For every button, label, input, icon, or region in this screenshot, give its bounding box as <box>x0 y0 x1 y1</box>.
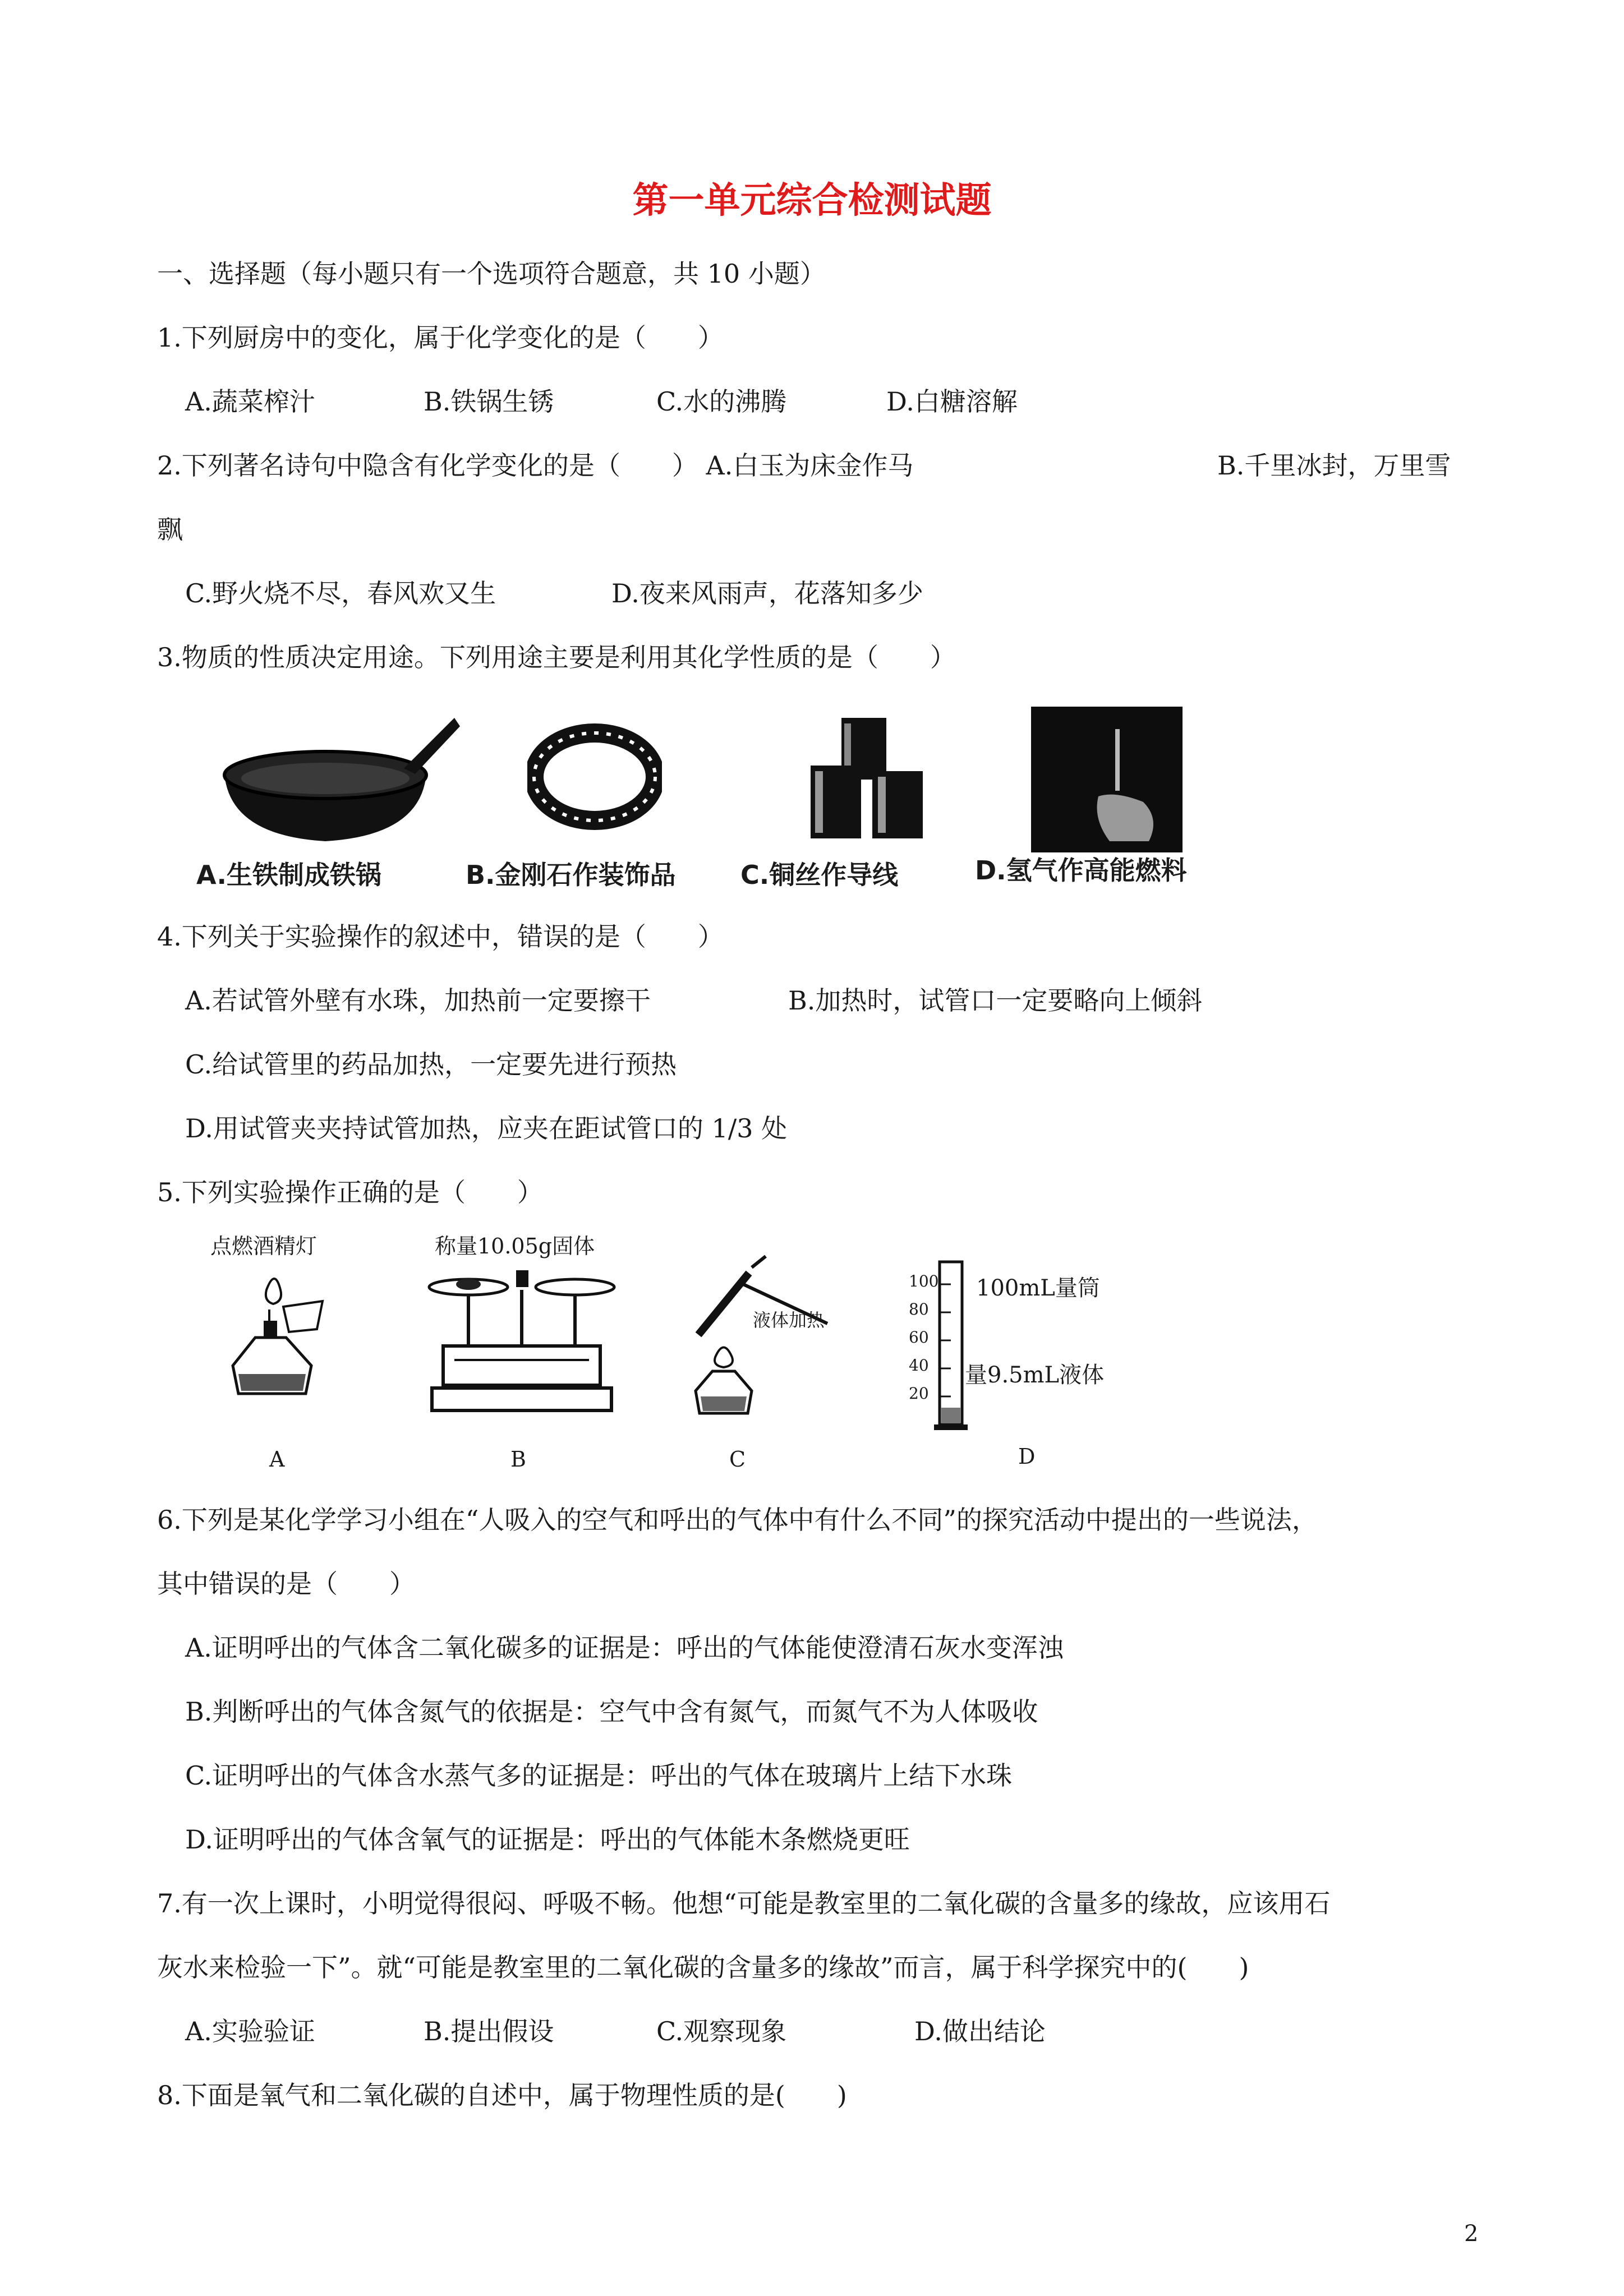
q4-option-c: C.给试管里的药品加热，一定要先进行预热 <box>185 1049 677 1080</box>
q2-option-d: D.夜来风雨声，花落知多少 <box>611 578 923 608</box>
fig-d-letter: D <box>1018 1444 1036 1469</box>
question-1-stem: 1.下列厨房中的变化，属于化学变化的是（ ） <box>157 322 724 353</box>
fig-b-letter: B <box>510 1447 526 1472</box>
q1-option-a: A.蔬菜榨汁 <box>185 386 315 417</box>
q2-option-c: C.野火烧不尽，春风欢又生 <box>185 578 496 608</box>
q7-option-b: B.提出假设 <box>424 2016 554 2046</box>
q3-caption-b: B.金刚石作装饰品 <box>466 860 676 890</box>
fig-d-label-2: 量9.5mL液体 <box>965 1362 1105 1388</box>
q6-option-d: D.证明呼出的气体含氧气的证据是：呼出的气体能木条燃烧更旺 <box>185 1824 910 1855</box>
q1-option-d: D.白糖溶解 <box>886 386 1018 417</box>
scale-tick-80: 80 <box>909 1300 929 1318</box>
alcohol-lamp-figure <box>222 1267 334 1424</box>
q4-option-b: B.加热时，试管口一定要略向上倾斜 <box>788 985 1203 1016</box>
diamond-ring-image <box>527 715 662 838</box>
q3-caption-c: C.铜丝作导线 <box>740 860 899 890</box>
question-4-stem: 4.下列关于实验操作的叙述中，错误的是（ ） <box>157 921 724 952</box>
page-number: 2 <box>1464 2221 1479 2247</box>
q3-caption-a: A.生铁制成铁锅 <box>196 860 381 890</box>
scale-tick-20: 20 <box>909 1384 929 1403</box>
scale-tick-60: 60 <box>909 1328 929 1347</box>
fig-a-label: 点燃酒精灯 <box>210 1234 318 1258</box>
q7-option-c: C.观察现象 <box>656 2016 787 2046</box>
section-heading: 一、选择题（每小题只有一个选项符合题意，共 10 小题） <box>157 259 826 289</box>
q6-option-b: B.判断呼出的气体含氮气的依据是：空气中含有氮气，而氮气不为人体吸收 <box>185 1696 1038 1727</box>
question-6-stem-wrap: 其中错误的是（ ） <box>157 1569 415 1599</box>
q2-option-b: B.千里冰封，万里雪 <box>1217 450 1451 481</box>
balance-scale-figure <box>421 1262 623 1430</box>
question-2-stem: 2.下列著名诗句中隐含有化学变化的是（ ） A.白玉为床金作马 <box>157 450 914 481</box>
question-3-stem: 3.物质的性质决定用途。下列用途主要是利用其化学性质的是（ ） <box>157 642 956 672</box>
q3-caption-d: D.氢气作高能燃料 <box>975 855 1187 886</box>
q6-option-a: A.证明呼出的气体含二氧化碳多的证据是：呼出的气体能使澄清石灰水变浑浊 <box>185 1633 1064 1663</box>
iron-wok-image <box>213 707 460 852</box>
q7-option-a: A.实验验证 <box>185 2016 315 2046</box>
fig-c-label: 液体加热 <box>753 1310 825 1331</box>
fig-a-letter: A <box>269 1447 285 1472</box>
question-8-stem: 8.下面是氧气和二氧化碳的自述中，属于物理性质的是( ) <box>157 2080 847 2110</box>
question-2-stem-wrap: 飘 <box>157 514 183 545</box>
q1-option-b: B.铁锅生锈 <box>424 386 554 417</box>
page-title: 第一单元综合检测试题 <box>632 179 992 222</box>
question-6-stem: 6.下列是某化学学习小组在“人吸入的空气和呼出的气体中有什么不同”的探究活动中提出的一些说法， <box>157 1505 1318 1535</box>
q7-option-d: D.做出结论 <box>914 2016 1046 2046</box>
question-7-stem-wrap: 灰水来检验一下”。就“可能是教室里的二氧化碳的含量多的缘故”而言，属于科学探究中的( ) <box>157 1952 1249 1983</box>
q6-option-c: C.证明呼出的气体含水蒸气多的证据是：呼出的气体在玻璃片上结下水珠 <box>185 1760 1013 1791</box>
fig-b-label: 称量10.05g固体 <box>435 1234 595 1258</box>
scale-tick-40: 40 <box>909 1356 929 1375</box>
question-5-stem: 5.下列实验操作正确的是（ ） <box>157 1177 543 1207</box>
question-7-stem: 7.有一次上课时，小明觉得很闷、呼吸不畅。他想“可能是教室里的二氧化碳的含量多的缘故，应该用石 <box>157 1888 1331 1919</box>
rocket-launch-image <box>1031 707 1183 852</box>
fig-c-letter: C <box>729 1447 746 1472</box>
fig-d-label-1: 100mL量筒 <box>976 1275 1100 1301</box>
scale-tick-100: 100 <box>909 1272 939 1290</box>
q4-option-a: A.若试管外壁有水珠，加热前一定要擦干 <box>185 985 651 1016</box>
q4-option-d: D.用试管夹夹持试管加热，应夹在距试管口的 1/3 处 <box>185 1113 788 1144</box>
q1-option-c: C.水的沸腾 <box>656 386 787 417</box>
copper-wire-spools-image <box>799 712 945 847</box>
